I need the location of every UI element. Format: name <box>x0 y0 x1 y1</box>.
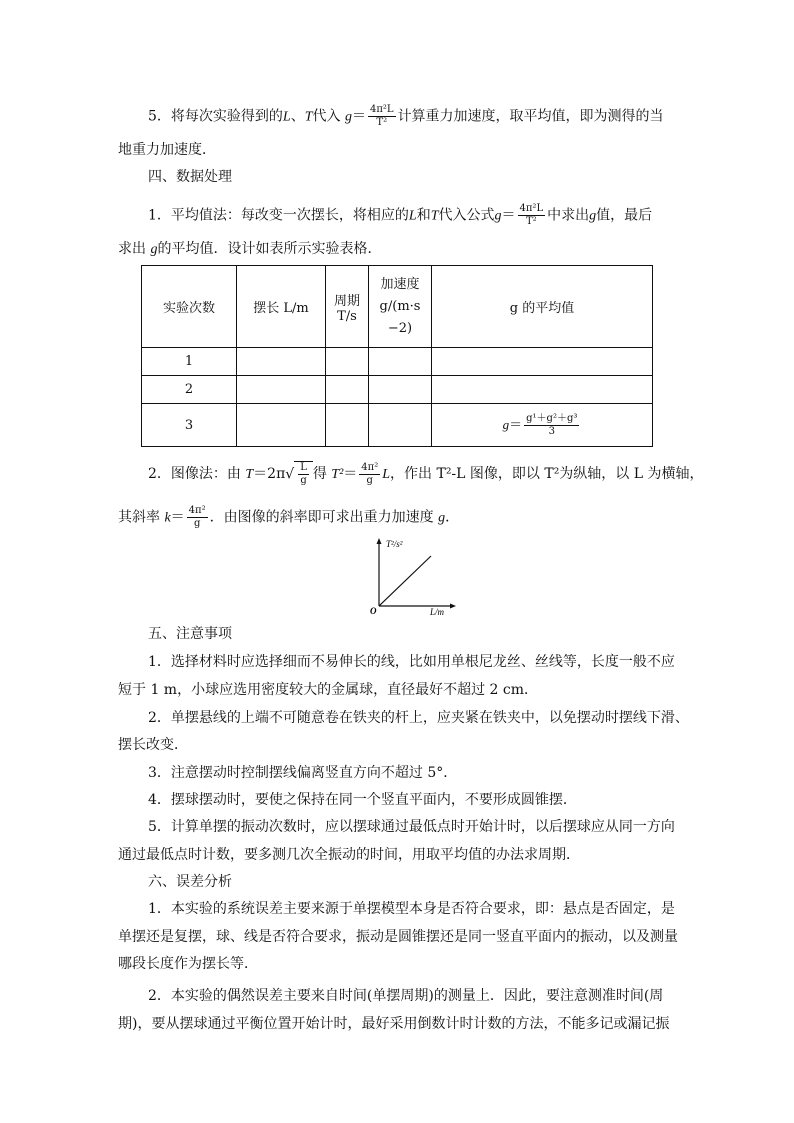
header-acc-label: 加速度 <box>380 276 420 292</box>
origin-label: O <box>370 606 377 616</box>
fraction-numerator: 4π²L <box>369 104 394 115</box>
equals: ＝ <box>351 108 366 125</box>
step5-continuation: 地重力加速度． <box>118 142 216 158</box>
text: 5．将每次实验得到的 <box>148 108 283 125</box>
var-L: L <box>408 208 417 224</box>
fraction-denominator: g <box>366 474 373 486</box>
formula-fraction <box>359 462 380 487</box>
text: 计算重力加速度，取平均值，即为测得的当 <box>397 108 664 125</box>
text: 1．平均值法：每改变一次摆长，将相应的 <box>148 207 409 224</box>
error-line: 1．本实验的系统误差主要来源于单摆模型本身是否符合要求，即：悬点是否固定，是 <box>148 901 675 917</box>
graph-method-line <box>148 461 704 487</box>
note-line: 短于 1 m，小球应选用密度较大的金属球，直径最好不超过 2 cm． <box>118 682 539 698</box>
text: ． <box>445 509 460 526</box>
text: 求出 <box>118 241 146 257</box>
var-T: T <box>245 467 254 482</box>
section-heading-error-analysis: 六、误差分析 <box>148 874 232 890</box>
empty-cell <box>326 376 369 404</box>
var-T: T <box>430 208 439 224</box>
slope-fraction <box>187 505 208 530</box>
header-period <box>326 266 369 348</box>
var-g: g <box>589 208 597 224</box>
proportional-line <box>379 556 431 606</box>
average-formula-cell <box>432 404 653 447</box>
note-line: 3．注意摆动时控制摆线偏离竖直方向不超过 5°． <box>148 765 458 781</box>
square-root: √ $\frac{L}{g}$ <box>285 461 313 487</box>
average-method-line <box>148 203 652 228</box>
fraction-numerator: 4π² <box>188 505 206 516</box>
note-line: 1．选择材料时应选择细而不易伸长的线，比如用单根尼龙丝、丝线等，长度一般不应 <box>148 654 675 670</box>
fraction-denominator: T² <box>376 117 388 128</box>
header-acceleration <box>369 266 432 348</box>
equals: ＝ <box>343 466 358 482</box>
fraction-denominator: T² <box>525 216 537 227</box>
empty-cell <box>432 348 653 376</box>
text: ，作出 T²-L 图像，即以 T²为纵轴，以 L 为横轴， <box>390 466 704 482</box>
fraction-denominator: g <box>193 518 201 529</box>
empty-cell <box>237 404 326 447</box>
fraction-numerator: 4π²L <box>519 203 544 214</box>
text: 2．图像法：由 <box>148 466 241 482</box>
text: 中求出 <box>547 207 590 224</box>
header-trial-count: 实验次数 <box>142 266 237 348</box>
fraction-numerator: 4π² <box>361 461 379 473</box>
table-row <box>142 404 653 447</box>
sqrt-fraction <box>298 462 309 487</box>
trial-number: 3 <box>142 404 237 447</box>
trial-number: 1 <box>142 348 237 376</box>
experiment-table <box>141 265 653 447</box>
header-length: 摆长 L/m <box>237 266 326 348</box>
table-row <box>142 376 653 404</box>
x-axis-label: L/m <box>430 607 445 616</box>
empty-cell <box>326 404 369 447</box>
text: ．由图像的斜率即可求出重力加速度 <box>209 509 434 526</box>
section-heading-notes: 五、注意事项 <box>148 626 232 642</box>
var-k: k <box>164 510 171 526</box>
t2-l-graph <box>366 534 456 616</box>
empty-cell <box>369 404 432 447</box>
text: 其斜率 <box>118 509 160 526</box>
error-line: 哪段长度作为摆长等． <box>118 956 258 972</box>
text: ＝2π <box>253 466 286 482</box>
average-fraction <box>524 413 579 438</box>
var-T-squared: T² <box>331 467 344 482</box>
error-line: 单摆还是复摆，球、线是否符合要求，振动是圆锥摆还是同一竖直平面内的振动，以及测量 <box>118 929 678 945</box>
text: 的平均值．设计如表所示实验表格． <box>157 241 382 257</box>
text: 和 <box>416 207 431 224</box>
header-acc-unit-exp: −2) <box>387 320 413 336</box>
note-line: 5．计算单摆的振动次数时，应以摆球通过最低点时开始计时，以后摆球应从同一方向 <box>148 819 675 835</box>
text: 代入公式 <box>438 207 495 224</box>
y-axis-arrow <box>377 538 382 544</box>
var-g: g <box>150 242 158 257</box>
note-line: 2．单摆悬线的上端不可随意卷在铁夹的杆上，应夹紧在铁夹中，以免摆动时摆线下滑、 <box>148 710 689 726</box>
table-row <box>142 348 653 376</box>
header-period-unit: T/s <box>337 308 357 324</box>
var-g: g <box>502 416 510 432</box>
empty-cell <box>369 376 432 404</box>
fraction-denominator: g <box>300 475 307 486</box>
trial-number: 2 <box>142 376 237 404</box>
error-line: 期)，要从摆球通过平衡位置开始计时，最好采用倒数计时计数的方法，不能多记或漏记振 <box>118 1016 670 1032</box>
var-g: g <box>344 109 352 125</box>
fraction-numerator: g¹＋g²＋g³ <box>526 412 578 424</box>
var-T: T <box>304 109 313 125</box>
table-header-row <box>142 266 653 348</box>
text: 代入 <box>312 108 341 125</box>
empty-cell <box>237 376 326 404</box>
empty-cell <box>369 348 432 376</box>
formula-fraction <box>518 203 546 228</box>
graph-method-continuation <box>118 505 459 530</box>
header-acc-unit: g/(m·s <box>379 298 421 314</box>
note-line: 摆长改变． <box>118 737 188 753</box>
note-line: 4．摆球摆动时，要使之保持在同一个竖直平面内，不要形成圆锥摆． <box>148 792 577 808</box>
section-heading-data-processing: 四、数据处理 <box>148 169 232 185</box>
equals: ＝ <box>501 207 516 224</box>
var-L: L <box>382 467 391 482</box>
text: 值，最后 <box>596 207 653 224</box>
var-g: g <box>438 510 446 526</box>
fraction-numerator: L <box>300 462 307 473</box>
error-line: 2．本实验的偶然误差主要来自时间(单摆周期)的测量上．因此，要注意测准时间(周 <box>148 988 664 1004</box>
fraction-denominator: 3 <box>548 425 555 437</box>
header-average-g: g 的平均值 <box>432 266 653 348</box>
formula-fraction <box>368 104 396 129</box>
text: 、 <box>290 108 305 125</box>
header-period-label: 周期 <box>333 293 360 309</box>
empty-cell <box>326 348 369 376</box>
equals: ＝ <box>170 509 185 526</box>
note-line: 通过最低点时计数，要多测几次全振动的时间，用取平均值的办法求周期． <box>118 847 580 863</box>
text: 得 <box>312 466 327 482</box>
x-axis-arrow <box>450 604 456 609</box>
var-g: g <box>494 208 502 224</box>
equals: ＝ <box>509 417 523 433</box>
step5-line <box>148 104 664 129</box>
empty-cell <box>237 348 326 376</box>
average-method-continuation <box>118 239 381 260</box>
var-L: L <box>282 109 291 125</box>
y-axis-label: T²/s² <box>386 539 403 549</box>
empty-cell <box>432 376 653 404</box>
